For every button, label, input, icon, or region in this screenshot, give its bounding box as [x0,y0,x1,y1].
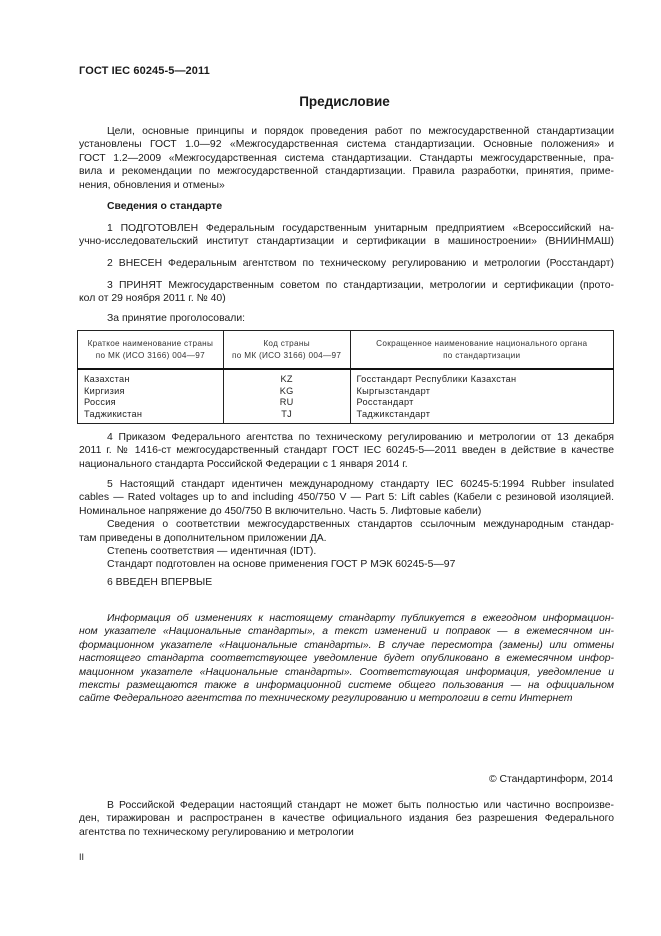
text-line: 5 Настоящий стандарт идентичен международному стандарту IEC 60245-5:1994 Rubber insulated [107,479,614,490]
text-line: Цели, основные принципы и порядок проведения работ по межгосударственной стандартизации [107,126,614,137]
text-line: 2011 г. № 1416-ст межгосударственный стандарт ГОСТ IEC 60245-5—2011 введен в действие в качестве [79,445,614,457]
voted-label: За принятие проголосовали: [107,313,246,324]
reproduction-notice [79,799,614,839]
table-header-row [78,331,614,370]
text-line: сайте Федерального агентства по техническому регулированию и метрологии в сети Интернет [79,693,573,705]
text-line: Стандарт подготовлен на основе применения ГОСТ Р МЭК 60245-5—97 [107,559,456,571]
intro-paragraph [79,125,614,192]
page-title: Предисловие [299,94,390,109]
cell-body: Госстандарт Республики Казахстан [356,374,517,384]
body-column [350,369,614,424]
text-line: кол от 29 ноября 2011 г. № 40) [79,293,226,305]
text-line: Информация об изменениях к настоящему стандарту публикуется в ежегодном информацион- [107,613,614,624]
text-line: Степень соответствия — идентичная (IDT). [107,546,317,558]
text-line: 1 ПОДГОТОВЛЕН Федеральным государственным унитарным предприятием «Всероссийский на- [107,223,614,234]
section-heading: Сведения о стандарте [107,201,223,212]
page-number: II [79,852,85,862]
cell-code: RU [279,397,294,408]
text-line: агентства по техническому регулированию и метрологии [79,826,354,838]
text-line: В Российской Федерации настоящий стандарт не может быть полностью или частично воспроизве- [107,800,614,811]
text-line: 6 ВВЕДЕН ВПЕРВЫЕ [107,577,213,588]
cell-body: Росстандарт [356,397,414,408]
copyright: © Стандартинформ, 2014 [488,774,613,785]
text-line: национального стандарта Российской Федерации с 1 января 2014 г. [79,458,408,470]
cell-country: Киргизия [84,385,125,396]
text-line: ном указателе «Национальные стандарты», а текст изменений и поправок — в ежемесячном ин- [79,626,614,638]
cell-body: Кыргызстандарт [356,385,431,396]
text-line: 3 ПРИНЯТ Межгосударственным советом по стандартизации, метрологии и сертификации (прото- [107,280,614,291]
table-row [78,369,614,424]
item-6 [79,576,614,589]
cell-code: KG [279,385,294,396]
text-line: тексты размещаются также в информационной системе общего пользования — на официальном [79,680,614,692]
text-line: 4 Приказом Федерального агентства по техническому регулированию и метрологии от 13 декабря [107,432,614,443]
text-line: Сведения о соответствии межгосударственных стандартов ссылочным международным стандар- [107,519,614,531]
text-line: учно-исследовательский институт стандартизации и сертификации в машиностроении» (ВНИИНМАШ) [79,236,614,248]
item-1 [79,222,614,249]
text-line: нения, обновления и отмены» [79,179,225,191]
text-line: мационном указателе «Национальные стандарты». Соответствующая информация, уведомление и [79,666,614,678]
text-line: ГОСТ 1.2—2009 «Межгосударственная система стандартизации. Стандарты межгосударственные, пра- [79,152,614,164]
text-line: вила и рекомендации по межгосударственной стандартизации. Правила разработки, принятия, приме- [79,166,614,178]
text-line: формационном указателе «Национальные стандарты». В случае пересмотра (замены) или отмены [79,639,614,651]
text-line: cables — Rated voltages up to and including 450/750 V — Part 5: Lift cables (Кабели с резиновой изоляцией. [79,492,614,504]
text-line: 2 ВНЕСЕН Федеральным агентством по техническому регулированию и метрологии (Росстандарт) [107,258,614,269]
text-line: Номинальное напряжение до 450/750 В включительно. Часть 5. Лифтовые кабели) [79,505,482,517]
text-line: ден, тиражирован и распространен в качестве официального издания без разрешения Федерального [79,813,614,825]
header-national-body: Сокращенное наименование национального органа по стандартизации [350,331,614,370]
notice-paragraph [79,612,614,706]
cell-country: Россия [84,397,116,408]
cell-code: TJ [281,408,293,419]
text-line: настоящего стандарта соответствующее уведомление будет опубликовано в ежемесячном инфор- [79,653,614,665]
code-column [223,369,350,424]
cell-country: Казахстан [84,374,130,384]
item-5 [79,478,614,572]
item-2 [79,257,614,270]
text-line: там приведены в дополнительном приложении ДА. [79,532,327,544]
item-4 [79,431,614,471]
votes-table [77,330,614,424]
document-code: ГОСТ IEC 60245-5—2011 [79,65,210,77]
text-line: установлены ГОСТ 1.0—92 «Межгосударственная система стандартизации. Основные положения» и [79,139,614,151]
cell-country: Таджикистан [84,408,143,419]
header-country-code: Код страны по МК (ИСО 3166) 004—97 [223,331,350,370]
voted-label-block [79,312,614,325]
header-country-name: Краткое наименование страны по МК (ИСО 3166) 004—97 [78,331,224,370]
item-3 [79,279,614,306]
cell-code: KZ [280,374,293,384]
country-column [78,369,224,424]
cell-body: Таджикстандарт [356,408,431,419]
